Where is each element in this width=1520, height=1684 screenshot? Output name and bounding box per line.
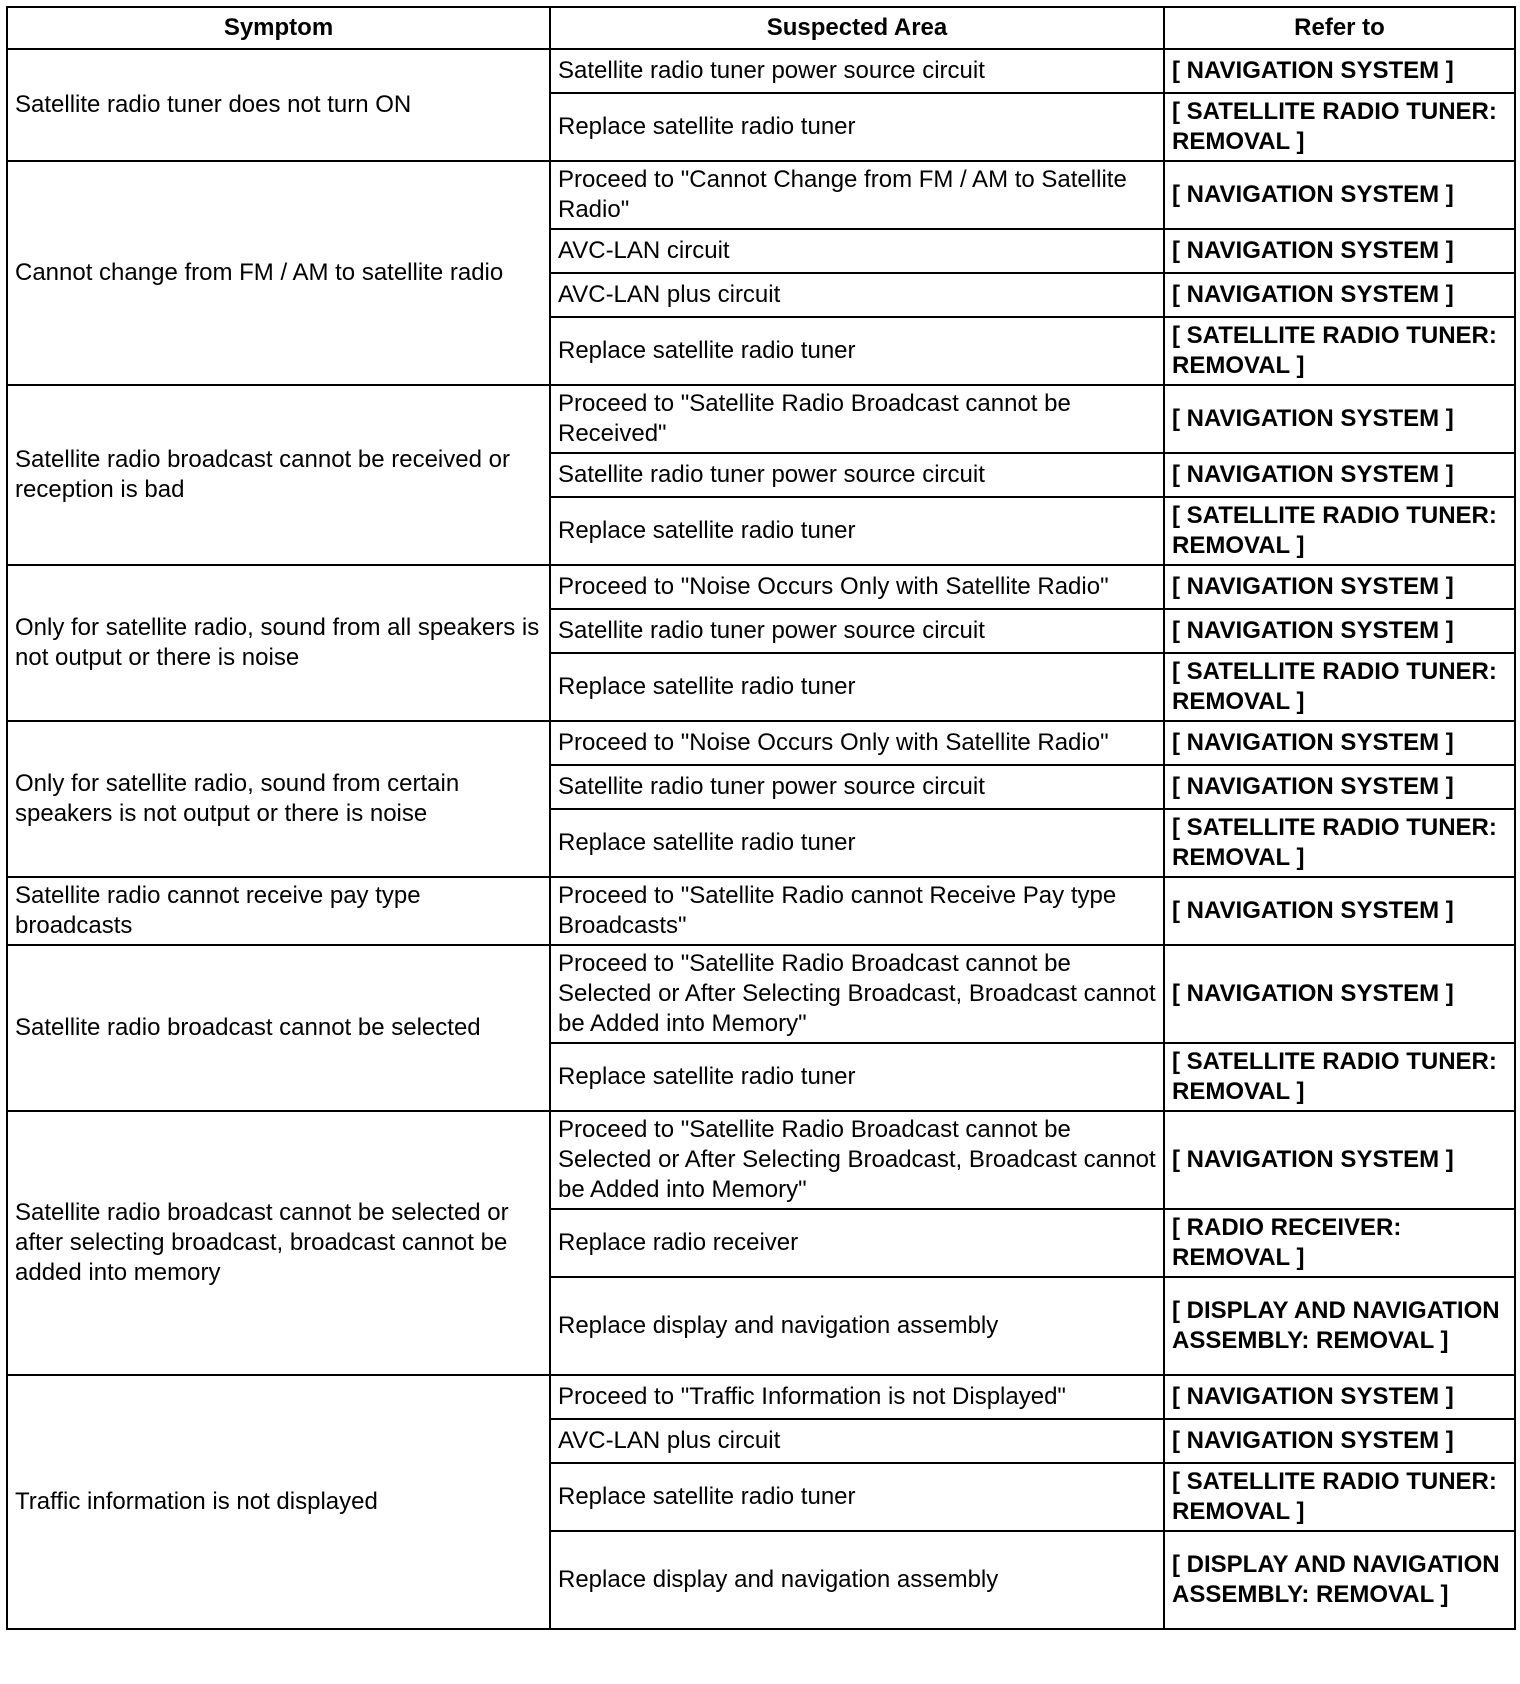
header-row [7, 7, 1515, 49]
suspected-area-cell: Satellite radio tuner power source circuit [550, 49, 1164, 93]
refer-to-cell: [ NAVIGATION SYSTEM ] [1164, 1419, 1515, 1463]
suspected-area-cell: Proceed to "Traffic Information is not Displayed" [550, 1375, 1164, 1419]
table-row [7, 49, 1515, 93]
refer-to-cell: [ NAVIGATION SYSTEM ] [1164, 273, 1515, 317]
table-row [7, 565, 1515, 609]
suspected-area-cell: Proceed to "Cannot Change from FM / AM to Satellite Radio" [550, 161, 1164, 229]
table-row [7, 945, 1515, 1043]
refer-to-cell: [ SATELLITE RADIO TUNER: REMOVAL ] [1164, 93, 1515, 161]
suspected-area-cell: AVC-LAN plus circuit [550, 273, 1164, 317]
symptom-cell: Cannot change from FM / AM to satellite radio [7, 161, 550, 385]
table-row [7, 385, 1515, 453]
table-row [7, 1375, 1515, 1419]
suspected-area-cell: Replace satellite radio tuner [550, 497, 1164, 565]
suspected-area-cell: Satellite radio tuner power source circuit [550, 453, 1164, 497]
suspected-area-cell: Replace satellite radio tuner [550, 809, 1164, 877]
symptom-cell: Only for satellite radio, sound from certain speakers is not output or there is noise [7, 721, 550, 877]
refer-to-cell: [ NAVIGATION SYSTEM ] [1164, 565, 1515, 609]
refer-to-cell: [ SATELLITE RADIO TUNER: REMOVAL ] [1164, 1463, 1515, 1531]
header-suspected-area: Suspected Area [550, 7, 1164, 49]
trouble-symptoms-table [6, 6, 1516, 1630]
refer-to-cell: [ DISPLAY AND NAVIGATION ASSEMBLY: REMOVAL ] [1164, 1277, 1515, 1375]
suspected-area-cell: Replace satellite radio tuner [550, 93, 1164, 161]
refer-to-cell: [ SATELLITE RADIO TUNER: REMOVAL ] [1164, 809, 1515, 877]
suspected-area-cell: Proceed to "Satellite Radio cannot Receive Pay type Broadcasts" [550, 877, 1164, 945]
refer-to-cell: [ SATELLITE RADIO TUNER: REMOVAL ] [1164, 1043, 1515, 1111]
refer-to-cell: [ NAVIGATION SYSTEM ] [1164, 1111, 1515, 1209]
table-row [7, 877, 1515, 945]
refer-to-cell: [ NAVIGATION SYSTEM ] [1164, 1375, 1515, 1419]
suspected-area-cell: Replace satellite radio tuner [550, 1043, 1164, 1111]
suspected-area-cell: Proceed to "Satellite Radio Broadcast cannot be Selected or After Selecting Broadcast, Broadcast cannot be Added into Memory" [550, 945, 1164, 1043]
suspected-area-cell: Replace satellite radio tuner [550, 317, 1164, 385]
refer-to-cell: [ SATELLITE RADIO TUNER: REMOVAL ] [1164, 497, 1515, 565]
suspected-area-cell: Proceed to "Satellite Radio Broadcast cannot be Received" [550, 385, 1164, 453]
table-row [7, 1111, 1515, 1209]
refer-to-cell: [ NAVIGATION SYSTEM ] [1164, 229, 1515, 273]
refer-to-cell: [ NAVIGATION SYSTEM ] [1164, 385, 1515, 453]
refer-to-cell: [ SATELLITE RADIO TUNER: REMOVAL ] [1164, 317, 1515, 385]
suspected-area-cell: Replace radio receiver [550, 1209, 1164, 1277]
refer-to-cell: [ NAVIGATION SYSTEM ] [1164, 161, 1515, 229]
trouble-table-container [6, 6, 1514, 1630]
symptom-cell: Satellite radio broadcast cannot be selected [7, 945, 550, 1111]
suspected-area-cell: Satellite radio tuner power source circuit [550, 609, 1164, 653]
symptom-cell: Satellite radio cannot receive pay type broadcasts [7, 877, 550, 945]
suspected-area-cell: Replace satellite radio tuner [550, 1463, 1164, 1531]
suspected-area-cell: Replace display and navigation assembly [550, 1531, 1164, 1629]
header-refer-to: Refer to [1164, 7, 1515, 49]
refer-to-cell: [ NAVIGATION SYSTEM ] [1164, 721, 1515, 765]
suspected-area-cell: Proceed to "Satellite Radio Broadcast cannot be Selected or After Selecting Broadcast, Broadcast cannot be Added into Memory" [550, 1111, 1164, 1209]
symptom-cell: Traffic information is not displayed [7, 1375, 550, 1629]
suspected-area-cell: Satellite radio tuner power source circuit [550, 765, 1164, 809]
suspected-area-cell: Replace satellite radio tuner [550, 653, 1164, 721]
table-row [7, 161, 1515, 229]
symptom-cell: Satellite radio broadcast cannot be received or reception is bad [7, 385, 550, 565]
refer-to-cell: [ NAVIGATION SYSTEM ] [1164, 453, 1515, 497]
symptom-cell: Only for satellite radio, sound from all speakers is not output or there is noise [7, 565, 550, 721]
refer-to-cell: [ RADIO RECEIVER: REMOVAL ] [1164, 1209, 1515, 1277]
refer-to-cell: [ NAVIGATION SYSTEM ] [1164, 765, 1515, 809]
suspected-area-cell: AVC-LAN circuit [550, 229, 1164, 273]
table-row [7, 721, 1515, 765]
refer-to-cell: [ NAVIGATION SYSTEM ] [1164, 609, 1515, 653]
refer-to-cell: [ NAVIGATION SYSTEM ] [1164, 49, 1515, 93]
table-body [7, 49, 1515, 1629]
suspected-area-cell: AVC-LAN plus circuit [550, 1419, 1164, 1463]
suspected-area-cell: Proceed to "Noise Occurs Only with Satellite Radio" [550, 721, 1164, 765]
refer-to-cell: [ DISPLAY AND NAVIGATION ASSEMBLY: REMOVAL ] [1164, 1531, 1515, 1629]
suspected-area-cell: Replace display and navigation assembly [550, 1277, 1164, 1375]
refer-to-cell: [ NAVIGATION SYSTEM ] [1164, 945, 1515, 1043]
symptom-cell: Satellite radio tuner does not turn ON [7, 49, 550, 161]
refer-to-cell: [ SATELLITE RADIO TUNER: REMOVAL ] [1164, 653, 1515, 721]
refer-to-cell: [ NAVIGATION SYSTEM ] [1164, 877, 1515, 945]
header-symptom: Symptom [7, 7, 550, 49]
symptom-cell: Satellite radio broadcast cannot be selected or after selecting broadcast, broadcast cannot be added into memory [7, 1111, 550, 1375]
suspected-area-cell: Proceed to "Noise Occurs Only with Satellite Radio" [550, 565, 1164, 609]
